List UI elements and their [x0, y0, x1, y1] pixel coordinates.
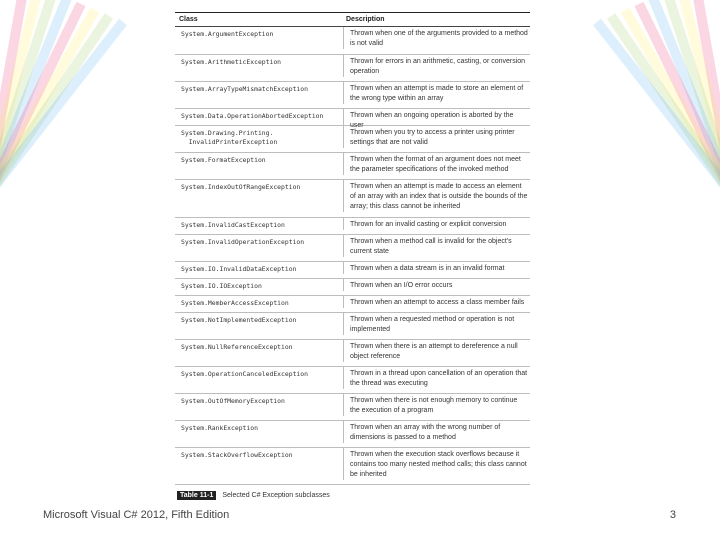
footer-title: Microsoft Visual C# 2012, Fifth Edition [43, 509, 230, 521]
caption-label: Table 11-1 [177, 491, 216, 500]
class-name-cell: System.IndexOutOfRangeException [181, 183, 301, 191]
page-number: 3 [669, 509, 676, 521]
class-name-cell: System.OutOfMemoryException [181, 397, 285, 405]
table-row [175, 82, 530, 109]
class-name-cell: System.InvalidOperationException [181, 238, 305, 246]
table-row [175, 313, 530, 340]
description-cell: Thrown when an attempt is made to access an element of an array with an index that is outside the bounds of the array; this class cannot be inherited [343, 180, 530, 212]
description-cell: Thrown when the execution stack overflows because it contains too many nested method calls; this class cannot be inherited [343, 448, 530, 480]
table-row [175, 340, 530, 367]
header-description: Description [346, 16, 385, 23]
description-cell: Thrown for an invalid casting or explicit conversion [343, 218, 530, 230]
table-row [175, 367, 530, 394]
class-name-cell: System.IO.InvalidDataException [181, 265, 297, 273]
description-cell: Thrown when an I/O error occurs [343, 279, 530, 291]
class-name-cell: System.Drawing.Printing. InvalidPrinterException [181, 129, 278, 146]
table-row [175, 279, 530, 296]
table-caption [177, 491, 330, 500]
table-row [175, 262, 530, 279]
caption-text: Selected C# Exception subclasses [222, 492, 330, 499]
table-row [175, 218, 530, 235]
table-row [175, 153, 530, 180]
description-cell: Thrown when an attempt to access a class member fails [343, 296, 530, 308]
description-cell: Thrown in a thread upon cancellation of an operation that the thread was executing [343, 367, 530, 389]
table-header [175, 12, 530, 27]
table-body [175, 27, 530, 485]
class-name-cell: System.OperationCanceledException [181, 370, 308, 378]
description-cell: Thrown when the format of an argument does not meet the parameter specifications of the invoked method [343, 153, 530, 175]
table-row [175, 27, 530, 55]
description-cell: Thrown for errors in an arithmetic, casting, or conversion operation [343, 55, 530, 77]
table-row [175, 126, 530, 153]
table-row [175, 235, 530, 262]
description-cell: Thrown when there is not enough memory to continue the execution of a program [343, 394, 530, 416]
exception-table [175, 12, 530, 485]
class-name-cell: System.Data.OperationAbortedException [181, 112, 324, 120]
class-name-cell: System.StackOverflowException [181, 451, 293, 459]
table-row [175, 448, 530, 485]
class-name-cell: System.NotImplementedException [181, 316, 297, 324]
table-row [175, 180, 530, 218]
class-name-cell: System.ArgumentException [181, 30, 274, 38]
description-cell: Thrown when there is an attempt to dereference a null object reference [343, 340, 530, 362]
class-name-cell: System.ArrayTypeMismatchException [181, 85, 308, 93]
class-name-cell: System.ArithmeticException [181, 58, 282, 66]
class-name-cell: System.MemberAccessException [181, 299, 289, 307]
class-name-cell: System.InvalidCastException [181, 221, 285, 229]
description-cell: Thrown when an attempt is made to store an element of the wrong type within an array [343, 82, 530, 104]
class-name-cell: System.RankException [181, 424, 258, 432]
table-row [175, 109, 530, 129]
description-cell: Thrown when a data stream is in an invalid format [343, 262, 530, 274]
description-cell: Thrown when a method call is invalid for the object's current state [343, 235, 530, 257]
class-name-cell: System.IO.IOException [181, 282, 262, 290]
description-cell: Thrown when a requested method or operation is not implemented [343, 313, 530, 335]
class-name-cell: System.FormatException [181, 156, 266, 164]
description-cell: Thrown when an ongoing operation is aborted by the user [343, 109, 530, 131]
decorative-rays-left [0, 0, 150, 540]
header-class: Class [179, 16, 198, 23]
table-row [175, 55, 530, 82]
class-name-cell: System.NullReferenceException [181, 343, 293, 351]
table-row [175, 296, 530, 313]
description-cell: Thrown when an array with the wrong number of dimensions is passed to a method [343, 421, 530, 443]
table-row [175, 421, 530, 448]
decorative-rays-right [570, 0, 720, 540]
description-cell: Thrown when one of the arguments provided to a method is not valid [343, 27, 530, 49]
table-row [175, 394, 530, 421]
description-cell: Thrown when you try to access a printer using printer settings that are not valid [343, 126, 530, 148]
